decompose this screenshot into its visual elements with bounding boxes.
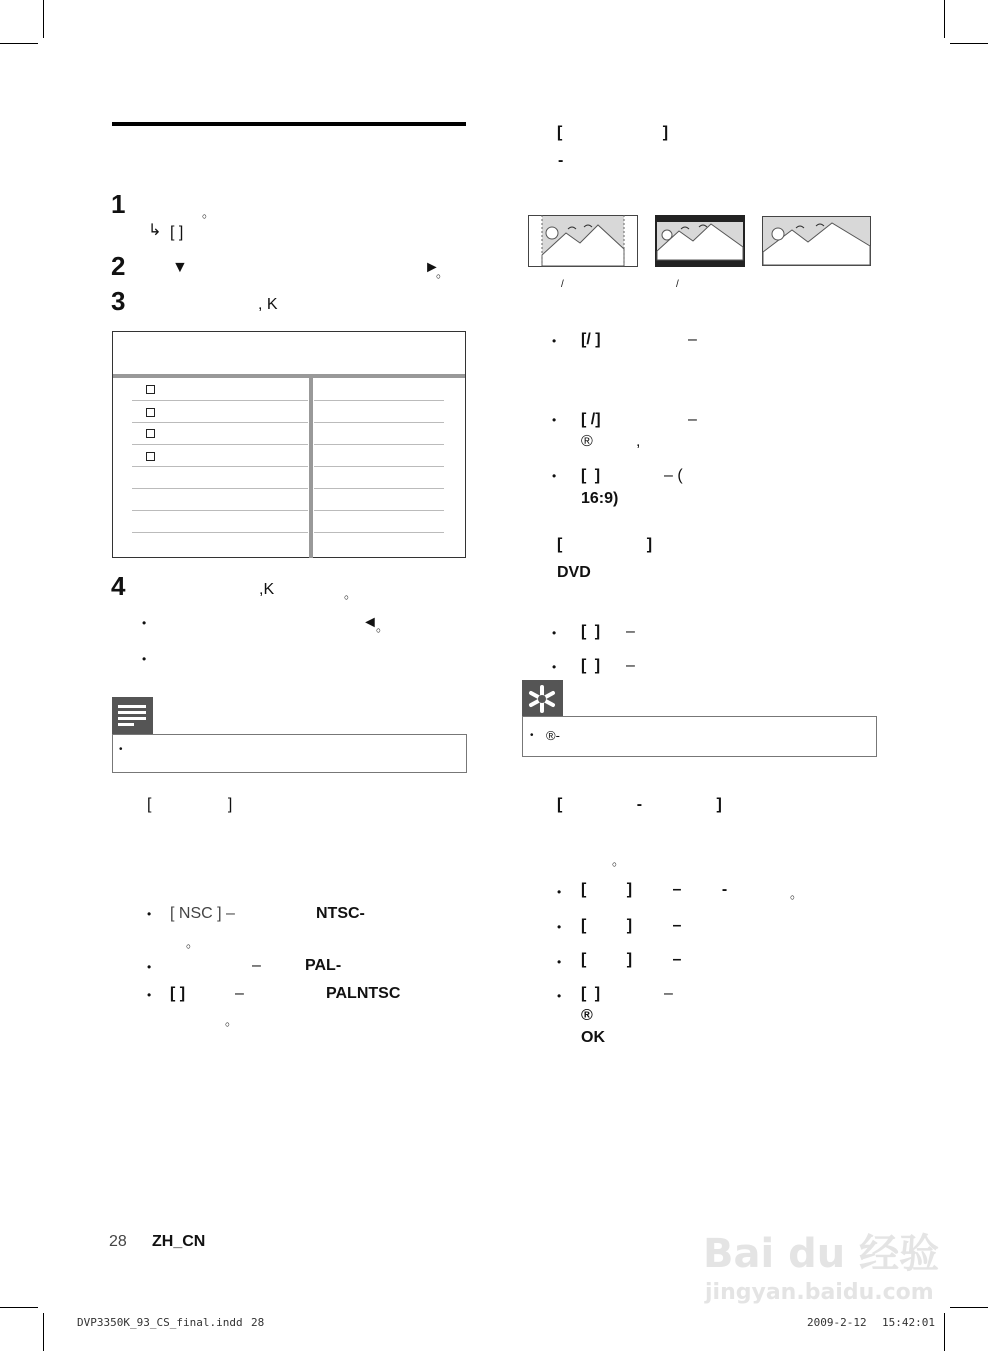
note-box	[112, 734, 467, 773]
table-row	[132, 488, 308, 489]
display-option-dash: –	[688, 331, 697, 348]
footer-page: 28	[251, 1316, 265, 1329]
tip-bullet: •	[530, 730, 534, 741]
wide-screen-image	[762, 216, 871, 266]
angle-option-dash: –	[626, 623, 635, 640]
table-row	[314, 488, 444, 489]
section-rule	[112, 122, 466, 126]
hdmi-option-tail: 。	[790, 886, 804, 901]
step-2-end: 。	[436, 265, 450, 280]
footer-time: 15:42:01	[882, 1316, 935, 1329]
step-4-end: 。	[344, 586, 358, 601]
multi-option-tail: 。	[225, 1013, 239, 1028]
bullet: •	[147, 907, 152, 921]
step-1-number: 1	[111, 189, 126, 219]
angle-heading: [ ]	[557, 536, 653, 553]
note-bullet: •	[119, 744, 123, 755]
step-4-text: ,K	[259, 581, 275, 598]
left-arrow-icon: ◄	[362, 614, 378, 631]
multi-option-label: [ ]	[170, 985, 186, 1002]
baidu-watermark-url: jingyan.baidu.com	[705, 1280, 934, 1305]
page-language: ZH_CN	[152, 1233, 206, 1250]
table-row	[314, 444, 444, 445]
bullet: •	[557, 885, 562, 899]
bullet-end: 。	[376, 619, 390, 634]
table-row	[132, 532, 308, 533]
angle-option-label: [ ]	[581, 623, 601, 640]
crop-mark	[944, 0, 945, 38]
angle-sub: DVD	[557, 564, 591, 581]
tip-text: ®-	[546, 728, 560, 743]
tip-tab	[522, 680, 563, 717]
crop-mark	[950, 1307, 988, 1308]
table-row	[132, 400, 308, 401]
table-row	[314, 466, 444, 467]
crop-mark	[0, 43, 38, 44]
checkbox-icon	[146, 452, 155, 461]
table-row	[132, 444, 308, 445]
display-option-label: [ ]	[581, 467, 601, 484]
step-3-number: 3	[111, 286, 126, 316]
checkbox-icon	[146, 385, 155, 394]
footer-date: 2009-2-12	[807, 1316, 867, 1329]
crop-mark	[0, 1307, 38, 1308]
footer-file: DVP3350K_93_CS_final.indd	[77, 1316, 243, 1329]
table-row	[314, 400, 444, 401]
table-row	[132, 422, 308, 423]
angle-option-dash: –	[626, 657, 635, 674]
crop-mark	[950, 43, 988, 44]
bullet: •	[557, 955, 562, 969]
down-arrow-icon: ▼	[172, 259, 188, 276]
hdmi-option-label: [ ] –	[581, 917, 682, 934]
bullet: •	[142, 652, 147, 666]
ntsc-option-value: NTSC-	[316, 905, 365, 922]
display-option-line2: ®	[581, 433, 593, 450]
hdmi-option-line2: ®	[581, 1007, 593, 1024]
table-row	[132, 466, 308, 467]
table-row	[132, 510, 308, 511]
pal-option-value: PAL-	[305, 957, 342, 974]
baidu-watermark-logo: Bai du 经验	[703, 1231, 940, 1277]
table-row	[314, 422, 444, 423]
ntsc-option-tail: 。	[186, 935, 200, 950]
table-divider	[309, 378, 313, 558]
tv-display-heading: [ ]	[557, 124, 669, 141]
note-lines-icon	[118, 705, 146, 727]
display-option-dash: –	[688, 411, 697, 428]
bullet: •	[557, 920, 562, 934]
table-header-rule	[113, 374, 465, 378]
hdmi-option-line3: OK	[581, 1029, 605, 1046]
tip-asterisk-icon	[526, 683, 558, 715]
bullet: •	[552, 413, 557, 427]
checkbox-icon	[146, 429, 155, 438]
multi-option-dash: –	[235, 985, 244, 1002]
bullet: •	[147, 960, 152, 974]
table-row	[314, 510, 444, 511]
bullet: •	[552, 660, 557, 674]
pan-scan-image	[528, 215, 638, 267]
hdmi-option-dash: –	[664, 985, 673, 1002]
step-1-text: 。	[202, 205, 216, 220]
hdmi-option-label: [ ]	[581, 985, 601, 1002]
image-caption: /	[561, 279, 564, 290]
crop-mark	[43, 0, 44, 38]
bullet: •	[557, 989, 562, 1003]
step-2-number: 2	[111, 251, 126, 281]
bullet: •	[552, 469, 557, 483]
hdmi-intro: 。	[612, 853, 626, 868]
image-caption: /	[676, 279, 679, 290]
hdmi-option-label: [ ] – -	[581, 881, 728, 898]
crop-mark	[944, 1313, 945, 1351]
display-option-line2: 16:9)	[581, 490, 619, 507]
bullet: •	[147, 988, 152, 1002]
page-number: 28	[109, 1233, 127, 1250]
display-option-dash: – (	[664, 467, 683, 484]
step-1-arrow-icon: ↳	[148, 222, 162, 239]
checkbox-icon	[146, 408, 155, 417]
display-option-label: [ /]	[581, 411, 601, 428]
step-1-sub-text: [ ]	[170, 224, 184, 241]
step-3-text: , K	[258, 296, 278, 313]
ntsc-option-label: [ NSC ] –	[170, 905, 235, 922]
crop-mark	[43, 1313, 44, 1351]
bullet: •	[552, 626, 557, 640]
bullet: •	[552, 334, 557, 348]
tip-box	[522, 716, 877, 757]
display-option-line2: ,	[636, 433, 641, 450]
tv-system-heading: [ ]	[147, 796, 233, 813]
letterbox-image	[655, 215, 745, 267]
table-row	[314, 532, 444, 533]
pal-option-label: –	[252, 957, 261, 974]
right-arrow-icon: ►	[424, 259, 440, 276]
step-4-number: 4	[111, 571, 126, 601]
hdmi-option-label: [ ] –	[581, 951, 682, 968]
tv-display-dash: -	[558, 152, 564, 169]
display-option-label: [/ ]	[581, 331, 601, 348]
angle-option-label: [ ]	[581, 657, 601, 674]
multi-option-value: PALNTSC	[326, 985, 401, 1002]
hdmi-heading: [ - ]	[557, 796, 722, 813]
note-tab	[112, 697, 153, 734]
bullet: •	[142, 616, 147, 630]
